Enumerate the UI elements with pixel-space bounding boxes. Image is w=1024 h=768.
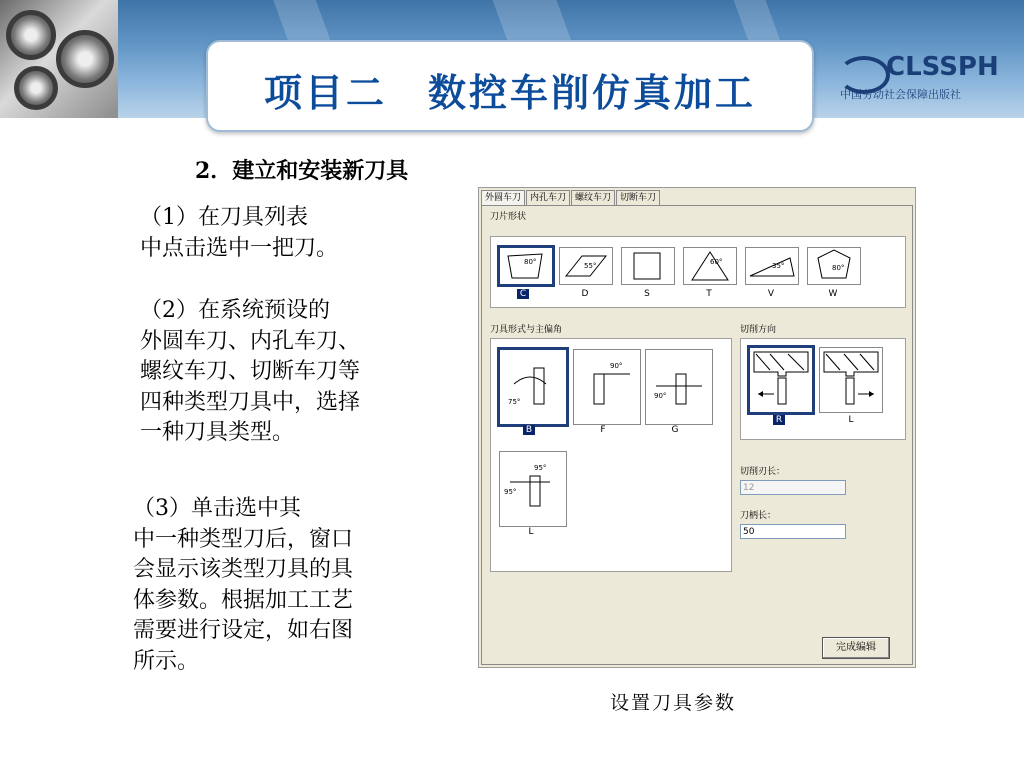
tab-boring[interactable]: 内孔车刀	[526, 190, 570, 205]
tab-panel	[481, 205, 913, 665]
insert-angle-label: 60°	[710, 258, 723, 266]
tab-external-turning[interactable]: 外圆车刀	[481, 190, 525, 206]
figure-caption: 设置刀具参数	[610, 692, 737, 714]
holder-l-option[interactable]	[499, 451, 567, 527]
paragraph-1: （1）在刀具列表 中点击选中一把刀。	[140, 205, 339, 261]
cut-direction-group	[740, 338, 906, 440]
direction-code-label: L	[848, 415, 854, 425]
insert-c-option[interactable]	[497, 245, 555, 287]
insert-angle-label: 80°	[524, 258, 537, 266]
insert-angle-label: 55°	[584, 262, 597, 270]
page-title: 项目二 数控车削仿真加工	[263, 71, 756, 115]
cut-direction-label: 切削方向	[740, 325, 777, 335]
holder-code-label: F	[600, 425, 606, 435]
holder-type-group	[490, 338, 732, 572]
insert-w-option[interactable]	[807, 247, 861, 285]
insert-code-label: T	[706, 289, 712, 299]
holder-code-label: G	[671, 425, 679, 435]
holder-code-label: L	[528, 527, 534, 537]
shank-length-field[interactable]: 50	[740, 524, 846, 539]
paragraph-3: （3）单击选中其 中一种类型刀后，窗口 会显示该类型刀具的具 体参数。根据加工工艺 需要进行设定，如右图 所示。	[133, 496, 354, 674]
publisher-logo	[838, 52, 1008, 104]
holder-f-option[interactable]	[573, 349, 641, 425]
insert-code-label: D	[581, 289, 589, 299]
direction-r-option[interactable]	[747, 345, 815, 415]
direction-l-option[interactable]	[819, 347, 883, 413]
holder-b-option[interactable]	[497, 347, 569, 427]
holder-type-label: 刀具形式与主偏角	[490, 325, 563, 335]
logo-name: CLSSPH	[886, 52, 999, 82]
tool-type-tabs	[481, 190, 661, 205]
insert-angle-label: 80°	[832, 264, 845, 272]
insert-t-option[interactable]	[683, 247, 737, 285]
tab-threading[interactable]: 螺纹车刀	[571, 190, 615, 205]
paragraph-2: （2）在系统预设的 外圆车刀、内孔车刀、 螺纹车刀、切断车刀等 四种类型刀具中，选择 一种刀具类型。	[140, 298, 361, 445]
logo-subtitle: 中国劳动社会保障出版社	[840, 88, 961, 101]
holder-g-option[interactable]	[645, 349, 713, 425]
holder-angle-label: 90°	[654, 392, 667, 400]
title-box	[206, 40, 814, 132]
tool-settings-dialog	[478, 187, 916, 668]
shank-length-label: 刀柄长：	[740, 511, 777, 521]
tab-parting[interactable]: 切断车刀	[616, 190, 660, 205]
holder-angle-label: 90°	[610, 362, 623, 370]
cut-length-label: 切削刃长：	[740, 467, 786, 477]
insert-d-option[interactable]	[559, 247, 613, 285]
direction-code-label: R	[749, 415, 809, 425]
insert-code-label: C	[493, 289, 553, 299]
cut-length-field[interactable]: 12	[740, 480, 846, 495]
holder-angle-label: 75°	[508, 398, 521, 406]
insert-angle-label: 35°	[772, 262, 785, 270]
insert-code-label: S	[644, 289, 650, 299]
insert-shape-group	[490, 236, 906, 308]
holder-angle-label: 95°	[534, 464, 547, 472]
finish-edit-button[interactable]: 完成编辑	[822, 637, 890, 659]
insert-shape-label: 刀片形状	[490, 212, 527, 222]
section-title: 2．建立和安装新刀具	[195, 158, 409, 184]
holder-code-label: B	[499, 425, 559, 435]
insert-v-option[interactable]	[745, 247, 799, 285]
holder-angle-label: 95°	[504, 488, 517, 496]
insert-s-option[interactable]	[621, 247, 675, 285]
machinery-image	[0, 0, 118, 118]
insert-code-label: V	[767, 289, 775, 299]
insert-code-label: W	[828, 289, 838, 299]
